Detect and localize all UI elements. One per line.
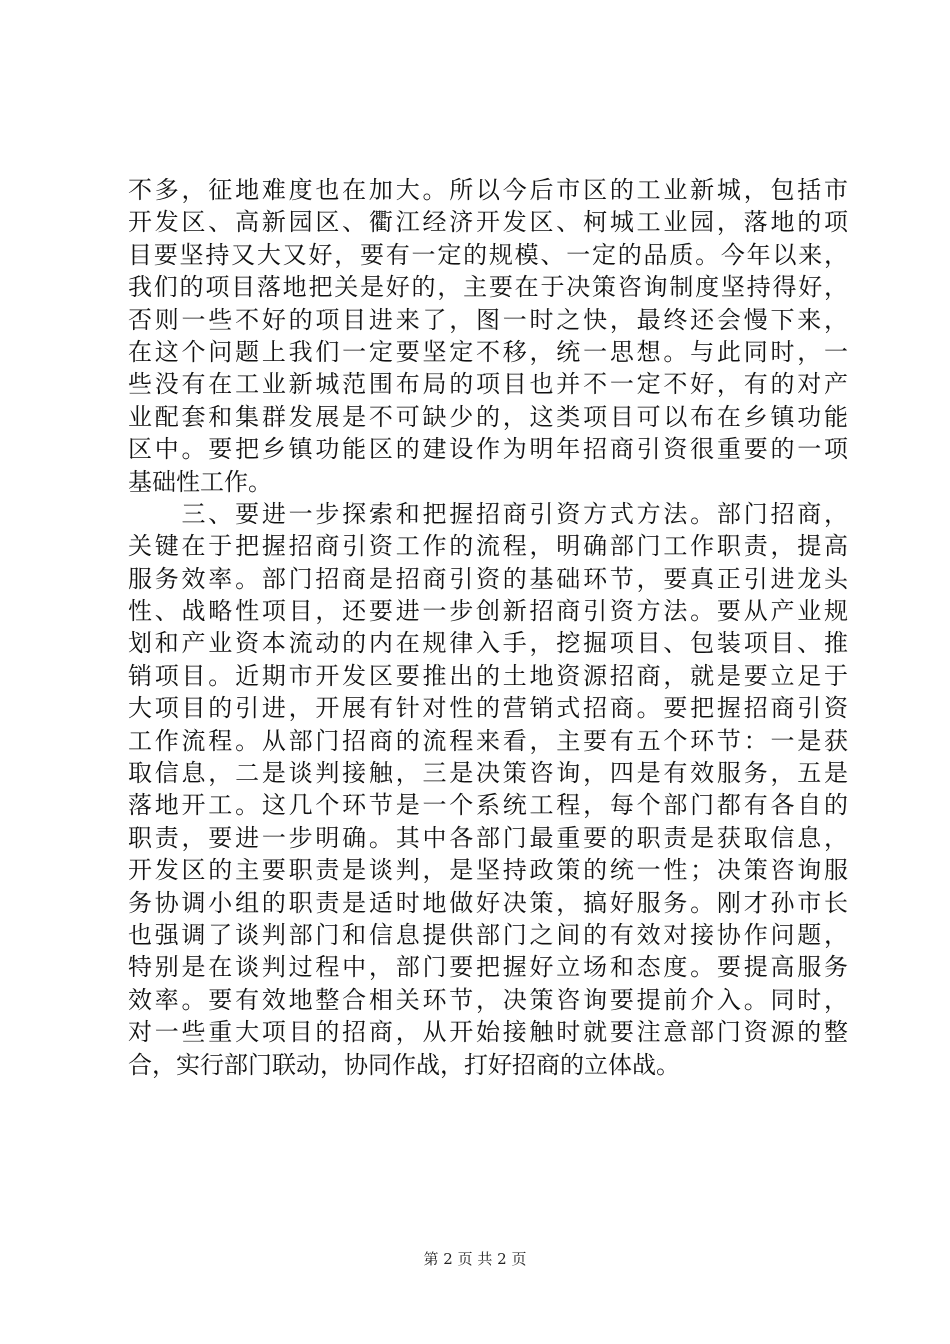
text-line: 基础性工作。 (128, 467, 272, 496)
text-line: 务协调小组的职责是适时地做好决策，搞好服务。刚才孙市长 (128, 888, 848, 917)
paragraph-start-line: 三、要进一步探索和把握招商引资方式方法。部门招商， (128, 499, 848, 528)
text-line: 些没有在工业新城范围布局的项目也并不一定不好，有的对产 (128, 370, 848, 399)
text-line: 特别是在谈判过程中，部门要把握好立场和态度。要提高服务 (128, 953, 848, 982)
text-line: 效率。要有效地整合相关环节，决策咨询要提前介入。同时， (128, 985, 848, 1014)
text-line: 也强调了谈判部门和信息提供部门之间的有效对接协作问题， (128, 920, 848, 949)
text-line: 否则一些不好的项目进来了，图一时之快，最终还会慢下来， (128, 305, 848, 334)
text-line: 服务效率。部门招商是招商引资的基础环节，要真正引进龙头 (128, 564, 848, 593)
text-line: 取信息，二是谈判接触，三是决策咨询，四是有效服务，五是 (128, 759, 848, 788)
text-line: 合，实行部门联动，协同作战，打好招商的立体战。 (128, 1050, 680, 1079)
text-line: 工作流程。从部门招商的流程来看，主要有五个环节：一是获 (128, 726, 848, 755)
text-line: 对一些重大项目的招商，从开始接触时就要注意部门资源的整 (128, 1018, 848, 1047)
text-line: 在这个问题上我们一定要坚定不移，统一思想。与此同时，一 (128, 337, 848, 366)
text-line: 职责，要进一步明确。其中各部门最重要的职责是获取信息， (128, 823, 848, 852)
text-line: 性、战略性项目，还要进一步创新招商引资方法。要从产业规 (128, 597, 848, 626)
text-line: 我们的项目落地把关是好的，主要在于决策咨询制度坚持得好， (128, 273, 848, 302)
text-line: 不多，征地难度也在加大。所以今后市区的工业新城，包括市 (128, 176, 848, 204)
text-line: 关键在于把握招商引资工作的流程，明确部门工作职责，提高 (128, 532, 848, 561)
text-line: 划和产业资本流动的内在规律入手，挖掘项目、包装项目、推 (128, 629, 848, 658)
text-line: 销项目。近期市开发区要推出的土地资源招商，就是要立足于 (128, 661, 848, 690)
text-line: 落地开工。这几个环节是一个系统工程，每个部门都有各自的 (128, 791, 848, 820)
text-line: 目要坚持又大又好，要有一定的规模、一定的品质。今年以来， (128, 240, 848, 269)
text-line: 大项目的引进，开展有针对性的营销式招商。要把握招商引资 (128, 694, 848, 723)
page-number-label: 第 2 页 共 2 页 (423, 1250, 527, 1268)
text-line: 业配套和集群发展是不可缺少的，这类项目可以布在乡镇功能 (128, 402, 848, 431)
body-text (128, 174, 848, 1081)
text-line: 开发区的主要职责是谈判，是坚持政策的统一性；决策咨询服 (128, 856, 848, 885)
page-footer (0, 1248, 950, 1269)
text-line: 开发区、高新园区、衢江经济开发区、柯城工业园，落地的项 (128, 208, 848, 237)
text-line: 区中。要把乡镇功能区的建设作为明年招商引资很重要的一项 (128, 435, 848, 464)
